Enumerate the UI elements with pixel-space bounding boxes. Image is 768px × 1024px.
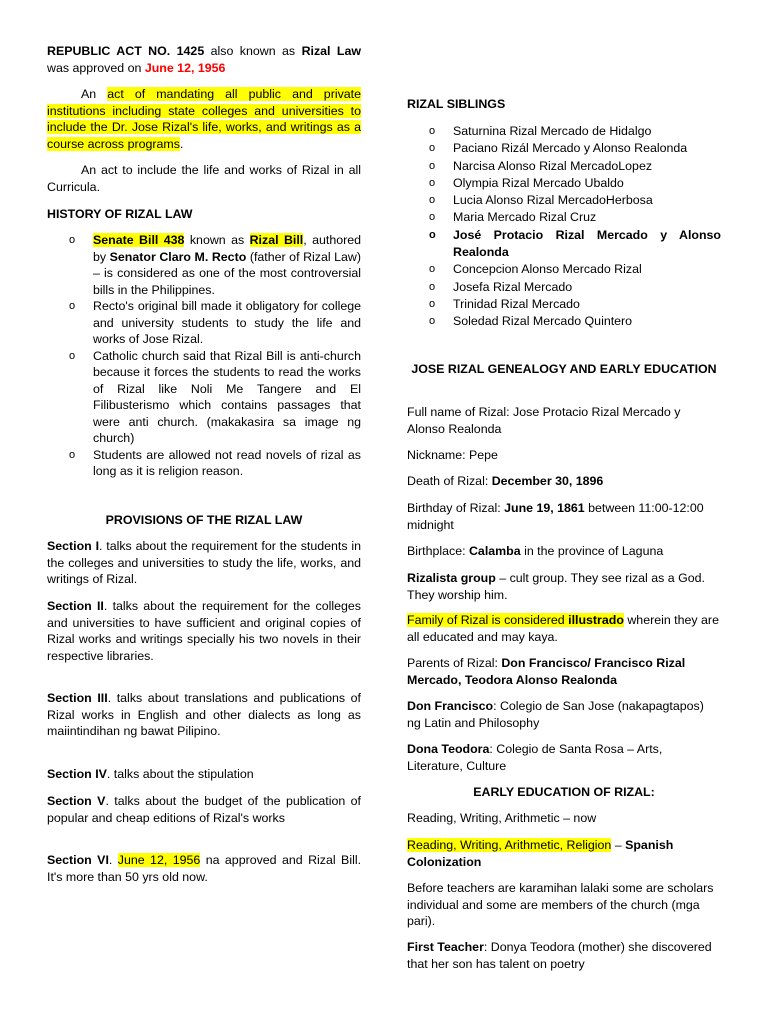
list-item: o Olympia Rizal Mercado Ubaldo	[429, 175, 624, 190]
list-item: o Josefa Rizal Mercado	[429, 279, 573, 294]
intro-paragraph: REPUBLIC ACT NO. 1425 also known as Rizal Law was approved on June 12, 1956	[47, 44, 362, 75]
section-5: Section V. talks about the budget of the publication of popular and cheap editions of Rizal's works	[47, 794, 361, 825]
full-name: Full name of Rizal: Jose Protacio Rizal Mercado y Alonso Realonda	[407, 405, 681, 436]
act-highlight: act of mandating all public and private institutions including state colleges and universities to include the Dr. Jose Rizal's life, works, and writings as a course across programs	[47, 87, 361, 151]
section-1: Section I. talks about the requirement for the students in the colleges and universities to study the life, works, and writings of Rizal.	[47, 539, 361, 586]
rizal-bill: Rizal Bill	[249, 233, 304, 247]
act-paragraph: An act of mandating all public and private institutions including state colleges and universities to include the Dr. Jose Rizal's life, works, and writings as a course across programs.	[47, 87, 361, 151]
list-item: o Concepcion Alonso Mercado Rizal	[429, 262, 642, 277]
birthplace: Birthplace: Calamba in the province of Laguna	[407, 544, 664, 558]
birthday-of-rizal: Birthday of Rizal: June 19, 1861 between 11:00-12:00 midnight	[407, 501, 704, 532]
nickname: Nickname: Pepe	[407, 448, 498, 462]
senator-recto: Senator Claro M. Recto	[109, 249, 247, 264]
dona-teodora: Dona Teodora: Colegio de Santa Rosa – Arts, Literature, Culture	[407, 742, 663, 773]
list-item: o Senate Bill 438 known as Rizal Bill, authored by Senator Claro M. Recto (father of Rizal Law) – is considered as one of the most controversial bills in the Philippines.	[69, 233, 362, 297]
siblings-heading: RIZAL SIBLINGS	[407, 97, 506, 111]
history-list	[47, 232, 361, 480]
list-item: o Narcisa Alonso Rizal MercadoLopez	[429, 158, 653, 173]
act-paragraph-2: An act to include the life and works of Rizal in all Curricula.	[47, 163, 361, 194]
death-of-rizal: Death of Rizal: December 30, 1896	[407, 474, 604, 488]
approval-date: June 12, 1956	[144, 60, 226, 75]
section-2: Section II. talks about the requirement for the colleges and universities to have sufficient and original copies of Rizal works and writings specially his two novels in their respective libraries.	[47, 599, 361, 663]
list-item: o Soledad Rizal Mercado Quintero	[429, 314, 633, 329]
senate-bill: Senate Bill 438	[93, 233, 185, 247]
list-item: o Catholic church said that Rizal Bill is anti-church because it forces the students to read the works of Rizal like Noli Me Tangere and El Filibusterismo which contains passages that were anti church. (makakasira sa image ng church)	[69, 348, 361, 445]
rizal-law-term: Rizal Law	[301, 44, 362, 58]
family-illustrado: Family of Rizal is considered illustrado wherein they are all educated and may kaya.	[407, 613, 719, 644]
section-4: Section IV. talks about the stipulation	[47, 767, 254, 781]
don-francisco: Don Francisco: Colegio de San Jose (nakapagtapos) ng Latin and Philosophy	[407, 699, 704, 730]
republic-act-number: REPUBLIC ACT NO. 1425	[47, 44, 205, 58]
section-3: Section III. talks about translations and publications of Rizal works in English and other dialects as long as maiintindihan ng bawat Pilipino.	[47, 691, 362, 738]
list-item: o Trinidad Rizal Mercado	[429, 296, 580, 311]
provisions-heading: PROVISIONS OF THE RIZAL LAW	[105, 513, 303, 527]
genealogy-heading: JOSE RIZAL GENEALOGY AND EARLY EDUCATION	[411, 362, 717, 376]
list-item: o Recto's original bill made it obligatory for college and university students to study the life and works of Jose Rizal.	[69, 299, 361, 346]
rwar-spanish: Reading, Writing, Arithmetic, Religion – Spanish Colonization	[407, 838, 674, 869]
list-item: o Students are allowed not read novels of rizal as long as it is religion reason.	[69, 447, 361, 478]
list-item: o José Protacio Rizal Mercado y Alonso Realonda	[429, 227, 721, 260]
section-6-date: June 12, 1956	[117, 853, 201, 867]
bullet-marker: o	[69, 234, 76, 246]
list-item: o Paciano Rizál Mercado y Alonso Realonda	[429, 141, 688, 156]
before-teachers: Before teachers are karamihan lalaki some are scholars individual and some are members of the church (mga pari).	[407, 881, 714, 928]
list-item: o Lucia Alonso Rizal MercadoHerbosa	[429, 193, 653, 208]
list-item: o Saturnina Rizal Mercado de Hidalgo	[429, 124, 652, 138]
history-heading: HISTORY OF RIZAL LAW	[47, 207, 193, 221]
first-teacher: First Teacher: Donya Teodora (mother) she discovered that her son has talent on poetry	[407, 940, 712, 971]
list-item: o Maria Mercado Rizal Cruz	[429, 210, 597, 225]
rwa-now: Reading, Writing, Arithmetic – now	[407, 811, 597, 825]
section-6: Section VI. June 12, 1956 na approved and Rizal Bill. It's more than 50 yrs old now.	[47, 853, 362, 884]
siblings-list	[407, 123, 721, 331]
parents-of-rizal: Parents of Rizal: Don Francisco/ Francisco Rizal Mercado, Teodora Alonso Realonda	[407, 656, 686, 687]
rizalista-group: Rizalista group – cult group. They see rizal as a God. They worship him.	[407, 571, 705, 602]
early-education-heading: EARLY EDUCATION OF RIZAL:	[473, 785, 655, 799]
